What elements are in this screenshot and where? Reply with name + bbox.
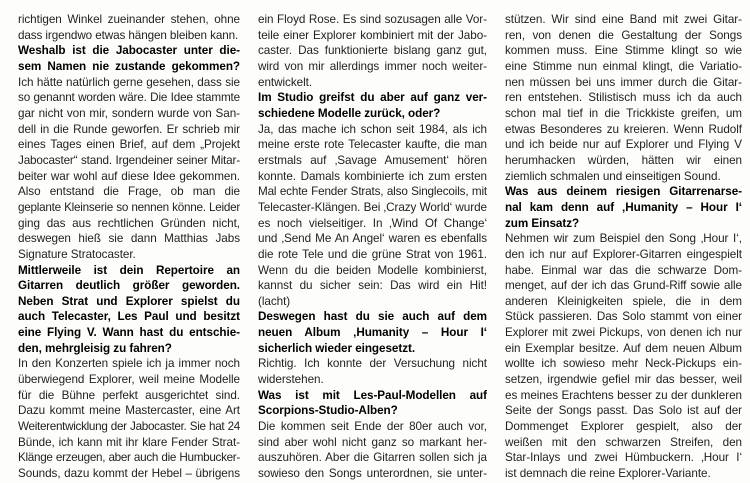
text-line: Star-Inlays und zwei Hümbuckern. ‚Hour I‘ [505,451,742,465]
text-line: sem Namen nie zustande gekommen? [18,59,240,73]
text-line: konnte. Damals kombinierte ich zum ersten [258,169,487,183]
text-line: richtigen Winkel zueinander stehen, ohne [18,13,240,26]
text-line: Dommenget Explorer gespielt, also der [505,420,742,434]
text-line: nal kam denn auf ‚Humanity – Hour I‘ [505,200,742,214]
text-line: weißen mit den schwarzen Streifen, den [505,435,742,449]
text-column-1 [18,12,240,482]
text-line: so genannt worden wäre. Die Idee stammte [18,91,240,105]
text-line: überwiegend Explorer, weil meine Modelle [18,373,240,387]
text-line: beiter war wohl auf diese Idee gekommen. [18,169,240,183]
text-line: menget, auf der ich das Grund-Riff sowie alle [505,279,742,293]
text-line: deswegen hieß sie dann Matthias Jabs [18,232,240,246]
text-line: Neben Strat und Explorer spielst du [18,294,240,308]
text-line: setzen, irgendwie gefiel mir das besser, weil [505,373,742,387]
text-line: ist demnach die reine Explorer-Variante. [505,467,711,481]
text-line: ein Exemplar besitze. Auf dem neuen Album [505,341,742,355]
text-line: Telecaster-Klängen. Bei ‚Crazy World‘ wurde [258,200,487,214]
text-line: und ich beide nur auf Explorer und Flying V [505,138,742,152]
text-line: etwas Besonderes zu kreieren. Wenn Rudolf [505,122,742,136]
text-column-3 [505,12,742,482]
text-line: eine Stimme nun einmal klingt, die Variatio- [505,59,742,73]
text-line: für die Bühne perfekt ausgerichtet sind. [18,388,240,402]
text-line: wollte ich sowieso mehr Neck-Pickups ein- [505,357,742,371]
text-line: wird von mir allerdings immer noch weiter- [258,59,487,73]
text-line: Was ist mit Les-Paul-Modellen auf [258,388,487,402]
text-line: Die kommen seit Ende der 80er auch vor, [258,420,487,434]
text-line: Klänge erzeugen, aber auch die Humbucker- [18,451,240,465]
text-line: gar nicht von mir, sondern wurde von San- [18,106,240,120]
text-line: es noch vielseitiger. In ‚Wind Of Change‘ [258,216,487,230]
text-line: Nehmen wir zum Beispiel den Song ‚Hour I‘, [505,232,742,246]
text-line: ging das aus rechtlichen Gründen nicht, [18,216,240,230]
text-line: eine Flying V. Wann hast du entschie- [18,326,240,340]
text-line: eines Tages einen Brief, auf dem „Projekt [18,138,240,152]
text-line: Signature Stratocaster. [18,247,136,261]
text-line: und ‚Send Me An Angel‘ waren es ebenfalls [258,232,487,246]
text-line: widerstehen. [258,373,324,387]
text-line: Gitarren deutlich größer geworden. [18,279,240,293]
text-line: den, mehrgleisig zu fahren? [18,341,172,355]
text-line: stützen. Wir sind eine Band mit zwei Gitar- [505,13,742,26]
text-line: In den Konzerten spiele ich ja immer noch [18,357,240,371]
text-line: zum Einsatz? [505,216,580,230]
text-line: Deswegen hast du sie auch auf dem [258,310,487,324]
text-line: Scorpions-Studio-Alben? [258,404,398,418]
text-line: den ich nur auf Explorer-Gitarren eingespielt [505,247,742,261]
text-line: dass irgendwo etwas hängen bleiben kann. [18,28,239,42]
text-line: erstmals auf ‚Savage Amusement‘ hören [258,153,487,167]
text-line: Sounds, dazu kommt der Hebel – übrigens [18,467,240,481]
text-line: Also entstand die Frage, ob man die [18,185,240,199]
text-line: sind aber wohl nicht ganz so markant her- [258,435,487,449]
text-line: es meines Erachtens besser zu der dunkleren [505,388,742,402]
text-line: Dazu kommt meine Mastercaster, eine Art [18,404,240,418]
text-line: habe. Einmal war das die schwarze Dom- [505,263,742,277]
text-column-2 [258,12,487,482]
text-line: herumhacken würden, hätten wir einen [505,153,742,167]
text-line: auch Telecaster, Les Paul und besitzt [18,310,240,324]
text-line: dell in die Runde geworfen. Er schrieb mir [18,122,240,136]
text-line: ren, von denen die Gestaltung der Songs [505,28,742,42]
text-line: schiedene Modelle zurück, oder? [258,106,441,120]
text-line: ziemlich schmalen und einseitigen Sound. [505,169,721,183]
text-line: ren entstehen. Stilistisch muss ich da auch [505,91,742,105]
text-line: teile einer Explorer kombiniert mit der Jabo- [258,28,487,42]
text-line: Weshalb ist die Jabocaster unter die- [18,44,240,58]
text-line: auszuhören. Aber die Gitarren sollen sich ja [258,451,487,465]
text-line: neuen Album ‚Humanity – Hour I‘ [258,326,487,340]
text-line: Mal echte Fender Strats, also Singlecoils, mit [258,185,487,199]
text-line: anderen Kleinigkeiten spiele, die in dem [505,294,742,308]
text-line: kommen muss. Eine Stimme klingt so wie [505,44,742,58]
text-line: Stück passieren. Das Solo stammt von einer [505,310,742,324]
text-line: Was aus deinem riesigen Gitarrenarse- [505,185,742,199]
text-line: Wenn du die beiden Modelle kombinierst, [258,263,487,277]
text-line: Richtig. Ich konnte der Versuchung nicht [258,357,487,371]
text-line: Explorer mit zwei Pickups, von denen ich nur [505,326,742,340]
text-line: Mittlerweile ist dein Repertoire an [18,263,240,277]
text-line: sowieso den Songs unterordnen, sie unter- [258,467,487,481]
text-line: ein Floyd Rose. Es sind sozusagen alle Vor- [258,13,487,26]
text-line: meine erste rote Telecaster kaufte, die man [258,138,487,152]
text-line: schon mal tief in die Trickkiste greifen, um [505,106,742,120]
text-line: nen müssen bei uns immer durch die Gitar- [505,75,742,89]
text-line: kannst du sicher sein: Das wird ein Hit! [258,279,487,293]
text-line: Bünde, ich kann mit ihr klare Fender Strat- [18,435,240,449]
text-line: sicherlich wieder eingesetzt. [258,341,416,355]
text-line: Seite der Songs passt. Das Solo ist auf der [505,404,742,418]
text-line: caster. Das funktionierte bislang ganz gut, [258,44,487,58]
text-line: Ich hätte natürlich gerne gesehen, dass sie [18,75,240,89]
text-line: entwickelt. [258,75,313,89]
text-line: die rote Tele und die grüne Strat von 1961. [258,247,487,261]
text-line: geplante Kleinserie so nennen könne. Leider [18,200,240,214]
text-line: (lacht) [258,294,291,308]
text-line: Jabocaster“ stand. Irgendeiner seiner Mitar- [18,153,240,167]
text-line: Ja, das mache ich schon seit 1984, als ich [258,122,487,136]
text-line: Weiterentwicklung der Jabocaster. Sie hat 24 [18,420,240,434]
text-line: Im Studio greifst du aber auf ganz ver- [258,91,487,105]
